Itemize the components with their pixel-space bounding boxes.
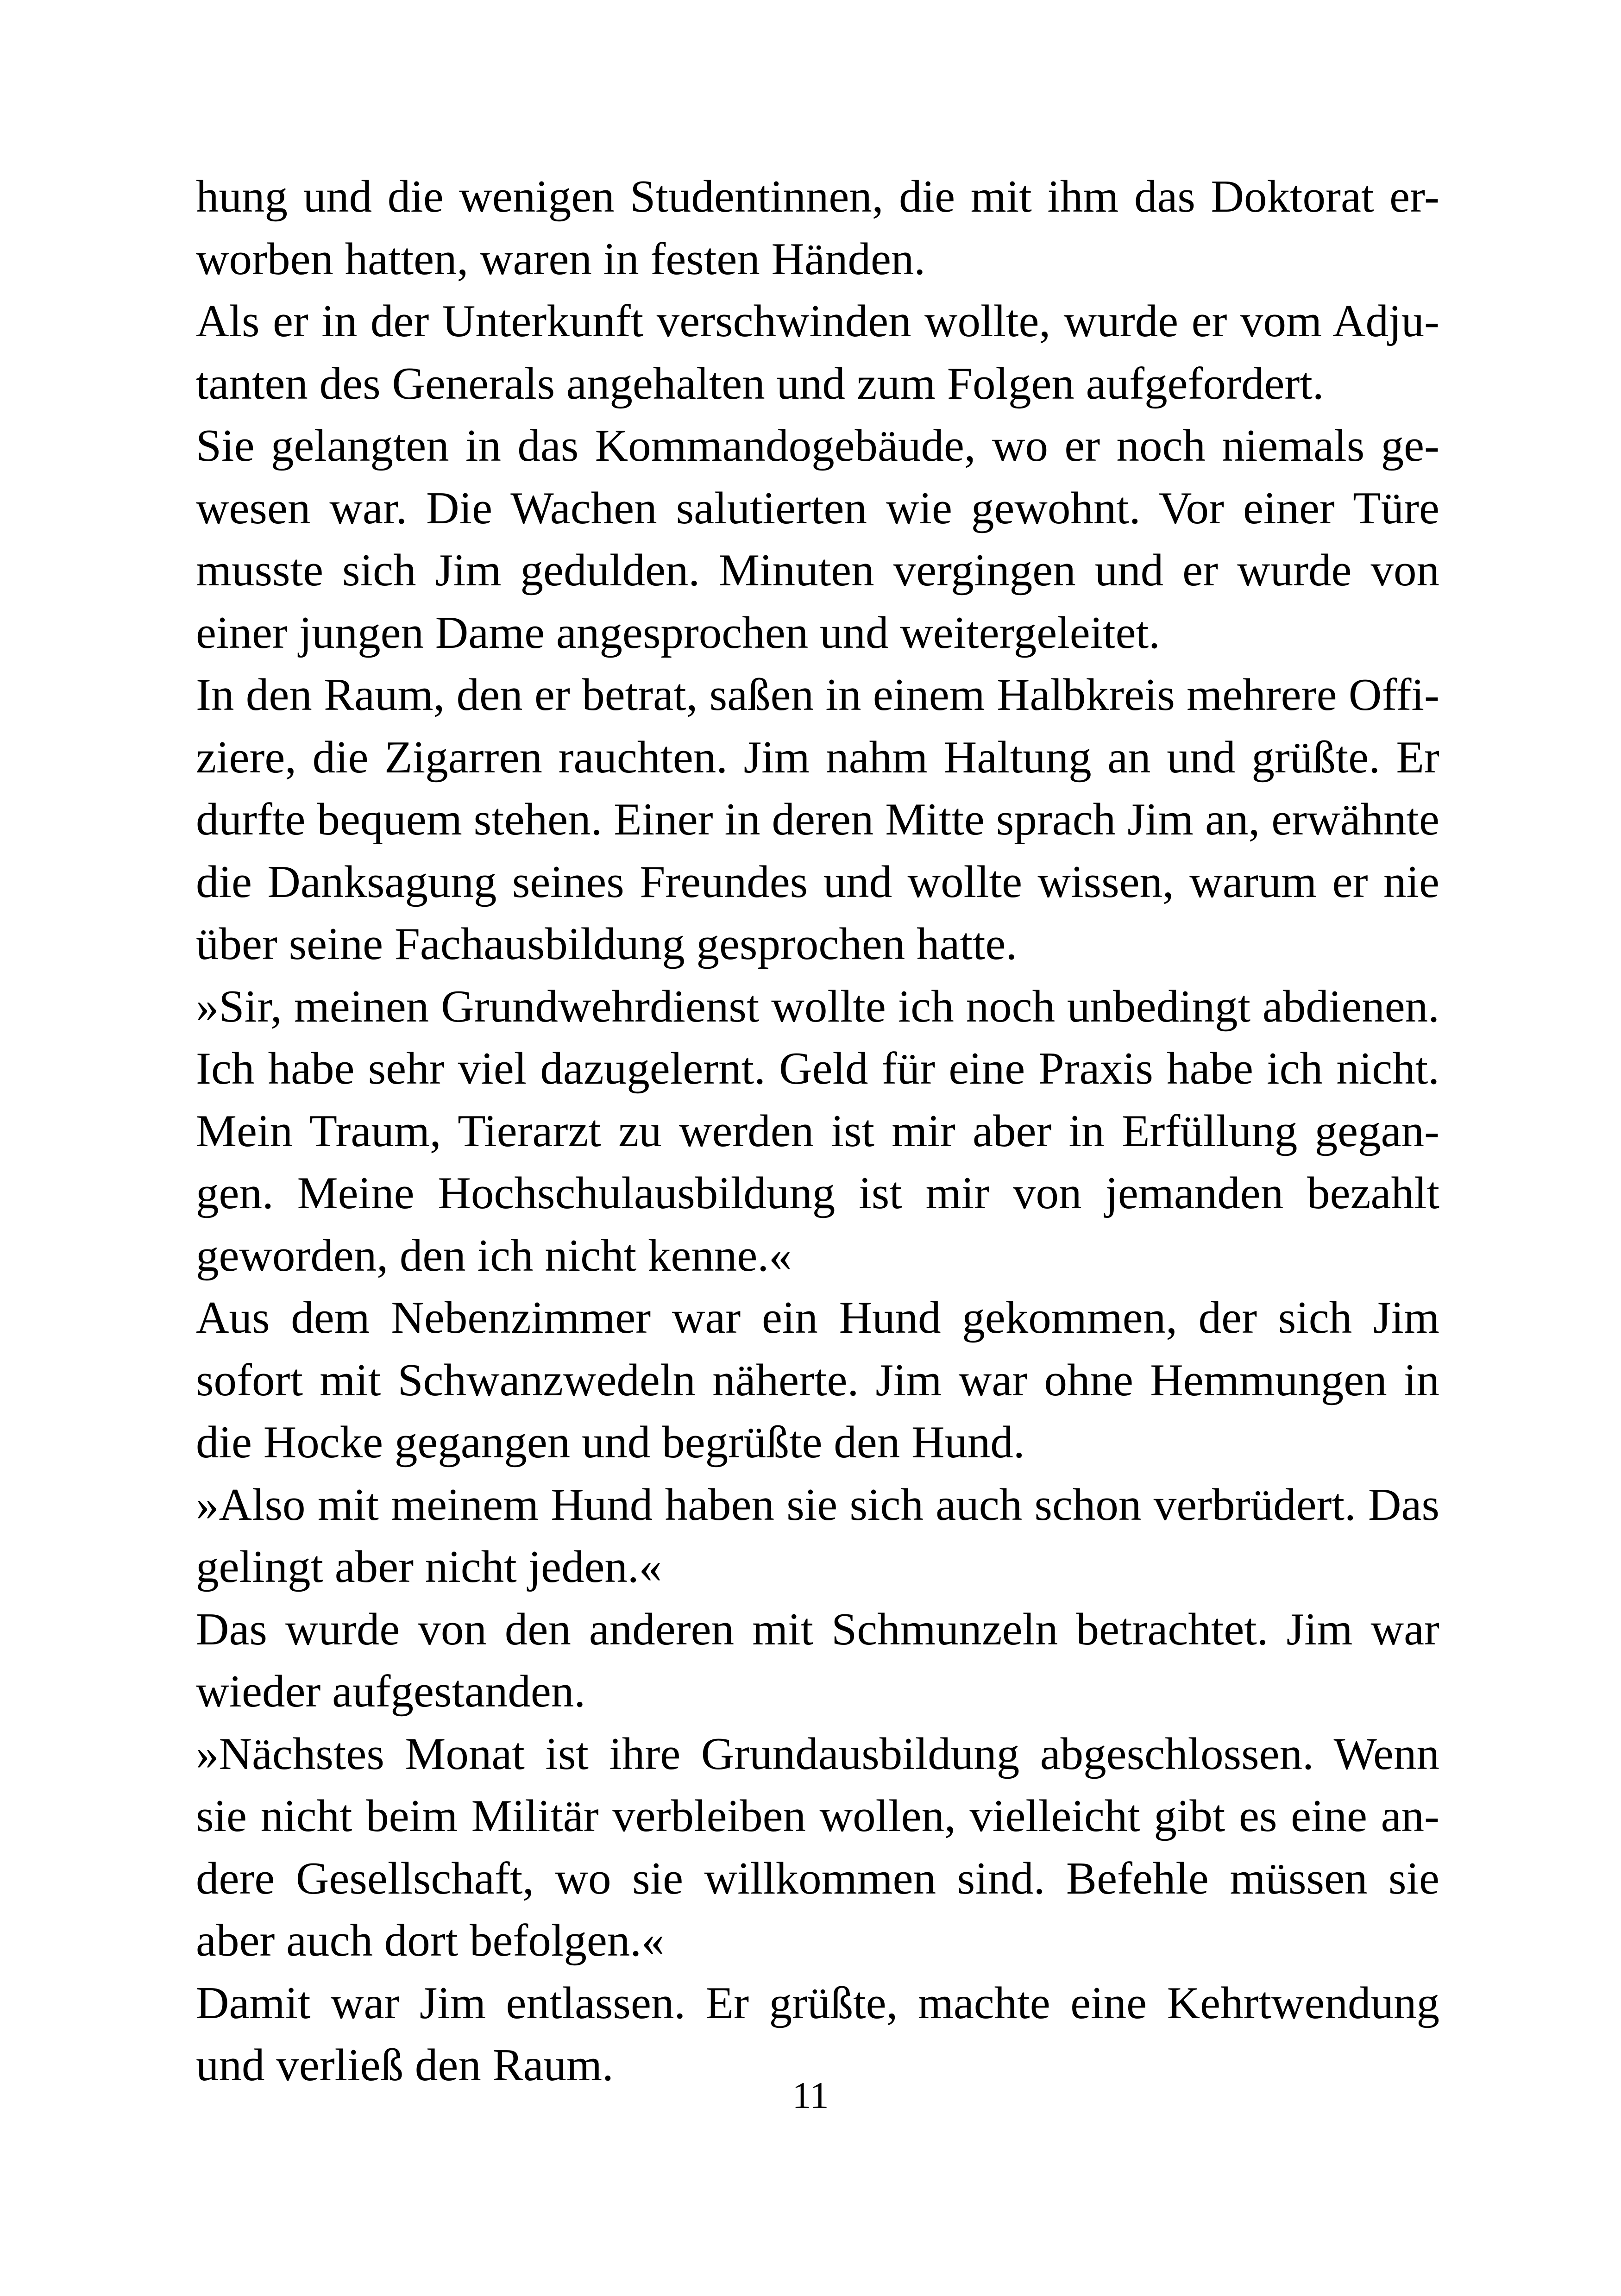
text-line: »Nächstes Monat ist ihre Grundausbildung abgeschlossen. Wenn: [196, 1728, 1439, 1779]
text-line: »Also mit meinem Hund haben sie sich auch schon verbrüdert. Das: [196, 1479, 1439, 1530]
text-line: musste sich Jim gedulden. Minuten vergingen und er wurde von: [196, 545, 1439, 596]
body-text: [196, 166, 1439, 2097]
text-line: aber auch dort befolgen.«: [196, 1915, 665, 1966]
text-line: sie nicht beim Militär verbleiben wollen, vielleicht gibt es eine an-: [196, 1791, 1439, 1841]
text-line: In den Raum, den er betrat, saßen in einem Halbkreis mehrere Offi-: [196, 670, 1439, 720]
text-line: wesen war. Die Wachen salutierten wie gewohnt. Vor einer Türe: [196, 483, 1439, 533]
text-line: ziere, die Zigarren rauchten. Jim nahm Haltung an und grüßte. Er: [196, 732, 1439, 783]
text-line: hung und die wenigen Studentinnen, die mit ihm das Doktorat er-: [196, 171, 1439, 222]
text-line: und verließ den Raum.: [196, 2040, 614, 2090]
text-line: dere Gesellschaft, wo sie willkommen sind. Befehle müssen sie: [196, 1853, 1439, 1904]
text-line: über seine Fachausbildung gesprochen hatte.: [196, 919, 1018, 969]
text-line: sofort mit Schwanzwedeln näherte. Jim war ohne Hemmungen in: [196, 1355, 1439, 1405]
text-line: einer jungen Dame angesprochen und weitergeleitet.: [196, 607, 1160, 658]
text-line: wieder aufgestanden.: [196, 1666, 586, 1717]
text-line: Sie gelangten in das Kommandogebäude, wo er noch niemals ge-: [196, 420, 1439, 471]
text-line: worben hatten, waren in festen Händen.: [196, 233, 926, 284]
text-line: Aus dem Nebenzimmer war ein Hund gekommen, der sich Jim: [196, 1292, 1439, 1343]
text-line: Ich habe sehr viel dazugelernt. Geld für eine Praxis habe ich nicht.: [196, 1043, 1439, 1094]
text-line: die Danksagung seines Freundes und wollte wissen, warum er nie: [196, 856, 1439, 907]
text-line: gen. Meine Hochschulausbildung ist mir von jemanden bezahlt: [196, 1168, 1439, 1218]
text-line: geworden, den ich nicht kenne.«: [196, 1230, 792, 1281]
page-number: 11: [792, 2074, 829, 2116]
text-line: »Sir, meinen Grundwehrdienst wollte ich noch unbedingt abdienen.: [196, 981, 1439, 1032]
text-line: Das wurde von den anderen mit Schmunzeln betrachtet. Jim war: [196, 1604, 1439, 1655]
text-line: Damit war Jim entlassen. Er grüßte, machte eine Kehrtwendung: [196, 1977, 1439, 2028]
text-line: Als er in der Unterkunft verschwinden wollte, wurde er vom Adju-: [196, 296, 1439, 346]
text-line: Mein Traum, Tierarzt zu werden ist mir aber in Erfüllung gegan-: [196, 1105, 1439, 1156]
text-line: durfte bequem stehen. Einer in deren Mitte sprach Jim an, erwähnte: [196, 794, 1439, 845]
text-line: tanten des Generals angehalten und zum Folgen aufgefordert.: [196, 358, 1324, 409]
text-line: gelingt aber nicht jeden.«: [196, 1542, 662, 1592]
text-line: die Hocke gegangen und begrüßte den Hund.: [196, 1417, 1025, 1468]
